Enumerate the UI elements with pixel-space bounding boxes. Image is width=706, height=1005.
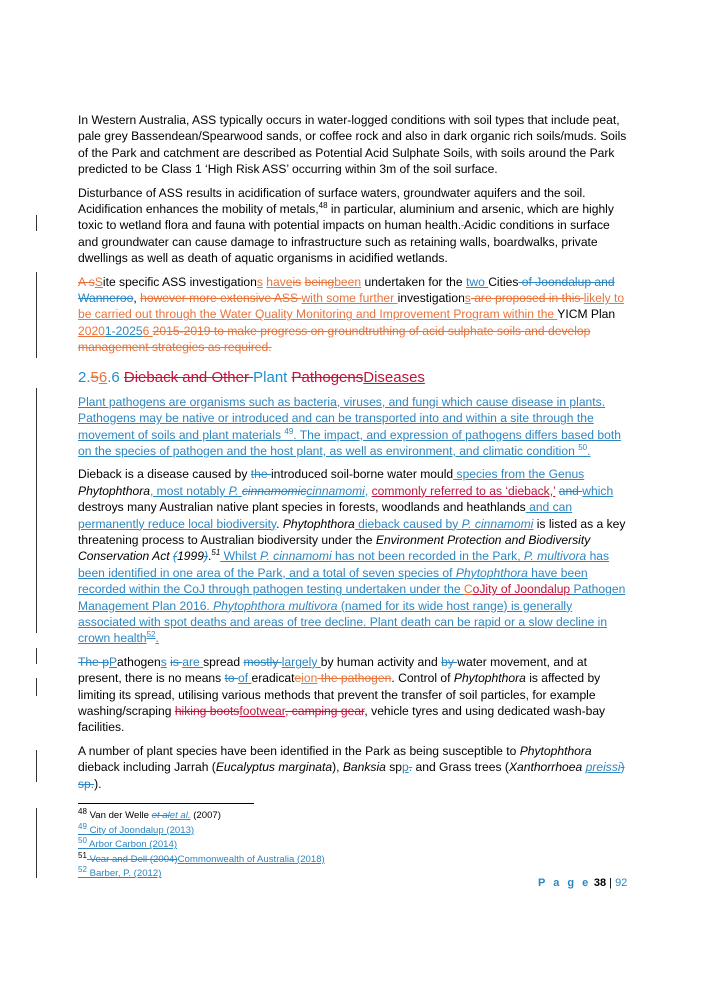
inserted-text: cinnamomi [306,483,365,498]
footnote-number: 48 [78,806,87,816]
inserted-text: s [160,654,167,669]
paragraph-dieback [78,466,630,646]
inserted-text: C [463,582,473,597]
change-bar [36,388,37,633]
text-run: Phytophthora [453,671,526,686]
inserted-text: and can permanently reduce local biodiversity [78,500,573,531]
text-run: introduced soil-borne water mould [270,467,454,482]
paragraph-ass-investigations [78,274,630,356]
text-run: Banksia [342,760,386,775]
footnote-ref-50[interactable]: 50 [578,442,588,452]
deleted-text: of Joondalup and Wanneroo [78,274,615,306]
text-run: Phytophthora [282,516,355,531]
inserted-text: s [256,274,263,289]
text-run: . [276,516,283,531]
deleted-text: are proposed in this [470,291,584,306]
footnote-number: 50 [78,836,87,845]
text-run: eradicat [251,671,295,686]
change-bar [36,678,37,696]
inserted-text: Diseases [363,368,425,386]
footnote-52 [78,867,478,882]
deleted-text: and [558,483,583,498]
inserted-text: Phytophthora multivora [213,598,338,613]
text-run: by human activity and [320,654,442,669]
text-run: sp [385,760,403,775]
inserted-text: has not been recorded in the Park, [331,549,524,564]
deleted-text: however more extensive ASS [140,291,302,306]
text-run: is affected by limiting its spread, utilising various methods that prevent the transfer of soil particles, for example washing/scraping [78,671,601,718]
inserted-text: dieback caused by [354,516,462,531]
text-run: Phytophthora [78,483,150,498]
footnote-number: 49 [78,821,87,831]
text-run: and Grass trees ( [412,760,509,775]
text-run: , [133,291,141,306]
page-separator: | [606,877,616,889]
text-run: ite specific ASS investigation [102,274,257,289]
deleted-text: by [441,654,458,669]
paragraph-pathogen-spread [78,654,630,736]
deleted-text: e [294,671,302,686]
change-bar [36,215,37,231]
deleted-text: et al [151,810,170,821]
inserted-text: Whilst [220,549,260,564]
body-text [78,112,630,799]
deleted-text: hiking boots [174,704,240,718]
text-run: Eucalyptus marginata [215,760,333,775]
inserted-text: of [238,671,252,686]
inserted-text: 6 [142,323,153,338]
inserted-text: 6 [98,368,108,386]
deleted-text: the [250,467,271,482]
deleted-text: mostly [243,654,282,669]
inserted-text: Commonwealth of Australia (2018) [177,853,325,865]
heading-number: .6 [107,368,124,386]
text-run: YICM Plan [557,307,616,322]
inserted-text: has been identified in one area of the Park, and a total of seven species of [78,549,610,580]
inserted-text: P [108,654,118,669]
deleted-text: ) [203,549,208,564]
page-number [538,877,627,889]
text-run: athogen [117,654,161,669]
deleted-text: 5 [90,368,99,386]
deleted-text: , camping gear [285,704,365,718]
inserted-text: two [466,274,489,289]
inserted-text: P. cinnamomi [259,549,332,564]
inserted-text: Phytophthora [455,565,528,580]
inserted-text: oJity of Joondalup [472,582,571,597]
change-bar [36,272,37,358]
inserted-text: . The impact, and expression of pathogens differs based both on the species of pathogen and the host plant, as well as environment, and climatic condition [78,427,621,458]
deleted-text: Dieback and Other [123,368,254,386]
footnote-separator [78,803,254,804]
deleted-text: ( [173,549,178,564]
deleted-text: is [170,654,183,669]
act-name: Environment Protection and Biodiversity Conservation Act [78,532,591,564]
inserted-text: s [464,291,471,306]
text-run: spread [203,654,244,669]
inserted-text: P. multivora [523,549,587,564]
deleted-text: The p [78,654,109,669]
footnote-51 [78,850,478,868]
footnote-text: (2007) [190,810,221,821]
text-run: Phytophthora [519,743,592,758]
footnote-ref-51[interactable]: 51 [211,548,221,558]
text-run: Disturbance of ASS results in acidification of surface waters, groundwater aquifers and the soil. Acidification enhances the mobility of metals, [78,185,586,217]
inserted-text: ion [301,671,318,686]
inserted-text: species from the Genus [453,467,585,482]
deleted-text: ) sp. [78,760,625,791]
inserted-text: preissi [585,760,621,775]
inserted-text: et al. [169,810,191,821]
inserted-text: are [182,654,204,669]
text-run: 1999 [177,549,204,564]
inserted-text: footwear [239,704,286,718]
text-run: dieback including Jarrah ( [78,760,216,775]
footnote-text: Arbor Carbon (2014) [86,839,178,851]
text-run: A number of plant species have been identified in the Park as being susceptible to [78,743,520,758]
text-run: destroys many Australian native plant species in forests, woodlands and heathlands [78,500,526,515]
change-bar [36,808,37,878]
inserted-text: with some further [301,291,398,306]
footnote-49 [78,821,478,839]
deleted-text: Pathogens [291,368,364,386]
inserted-text: been [334,274,362,289]
text-run: . [208,549,212,564]
text-run: ). [94,776,102,791]
inserted-text: have [266,274,293,289]
page-total: 92 [615,877,628,889]
paragraph-susceptible-species [78,743,630,792]
deleted-text: the pathogen [317,671,392,686]
text-run: , vehicle tyres and using dedicated wash-bay facilities. [78,704,606,735]
page-current: 38 [593,877,607,889]
footnote-48 [78,806,478,824]
deleted-text: cinnamomic [241,483,307,498]
footnote-number: 52 [78,865,87,875]
inserted-text: 2020 [78,323,105,338]
change-bar [36,750,37,782]
inserted-text: largely [281,654,321,669]
footnote-ref-49[interactable]: 49 [284,426,294,436]
paragraph-ass-disturbance [78,185,630,267]
text-run: undertaken for the [361,274,466,289]
inserted-text: , [364,483,369,498]
inserted-text: commonly referred to as ‘dieback,’ [371,483,556,498]
inserted-text: Plant pathogens are organisms such as bacteria, viruses, and fungi which cause disease in plants. Pathogens may be native or introduced and can be transported into and within a site through the movement of soils and plant materials [78,394,606,442]
paragraph-plant-pathogens [78,394,630,460]
heading-number: 2. [78,368,91,386]
inserted-text: likely to be carried out through the Water Quality Monitoring and Improvement Program within the [78,291,625,322]
footnote-text: City of Joondalup (2013) [86,824,195,836]
inserted-text: 1-2025 [104,323,143,338]
footnote-50 [78,838,478,853]
deleted-text: A s [78,274,95,289]
deleted-text: 2015-2019 to make progress on groundtruthing of acid sulphate soils and develop management strategies as required. [78,323,591,355]
section-heading [78,368,630,388]
text-run: Dieback is a disease caused by [78,467,251,482]
inserted-text: P. [228,483,242,498]
text-run: is listed as a key threatening process to Australian biodiversity under the [78,516,626,547]
deleted-text: is [292,274,302,289]
footnote-ref-48[interactable]: 48 [318,201,328,210]
footnote-text: Van der Welle [86,810,152,821]
heading-text: Plant [253,368,292,386]
inserted-text: have been recorded within the CoJ through pathogen testing undertaken under the [78,565,588,597]
text-run: ), [332,760,343,775]
text-run: water movement, and at present, there is no means [78,654,587,686]
footnote-number: 51 [78,850,87,860]
inserted-text: . [587,443,591,458]
inserted-text: P. cinnamomi [461,516,534,531]
deleted-text: Vear and Dell (2004) [86,853,178,865]
text-run: in particular, aluminium and arsenic, which are highly toxic to wetland flora and fauna with potential impacts on human health. [78,202,614,233]
inserted-text: Pathogen Management Plan 2016. [78,582,626,613]
footnotes [78,806,478,882]
footnote-text: Barber, P. (2012) [86,868,162,880]
deleted-text: to [224,671,239,686]
deleted-text: being [304,274,335,289]
inserted-text: , most notably [149,483,229,498]
deleted-text: . [408,760,413,775]
inserted-text: which [582,483,614,498]
footnote-ref-52[interactable]: 52 [146,630,156,640]
inserted-text: p [402,760,409,775]
text-run: Cities [488,274,519,289]
text-run: investigation [397,291,465,306]
inserted-text: . [155,631,159,646]
page-label: P a g e [538,877,591,889]
text-run: . Control of [391,671,454,686]
text-run: Acidic conditions in surface and groundwater can cause damage to infrastructure such as retaining walls, boardwalks, private dwellings as well as death of aquatic organisms in acidified wetlands. [78,218,610,266]
inserted-text: S [94,274,103,289]
change-bar [36,648,37,664]
text-run: Xanthorrhoea [508,760,583,775]
paragraph-ass-wa: In Western Australia, ASS typically occurs in water-logged conditions with soil types that include peat, pale grey Bassendean/Spearwood sands, or coffee rock and also in dark organic rich soils/muds. Soils of the Park and catchment are described as Potential Acid Sulphate Soils, with soils around the Park predicted to be Class 1 ‘High Risk ASS’ occurring within 3m of the soil surface. [78,113,627,177]
inserted-text: (named for its wide host range) is generally associated with spot deaths and areas of tree decline. Plant death can be rapid or a slow decline in crown health [78,598,608,646]
